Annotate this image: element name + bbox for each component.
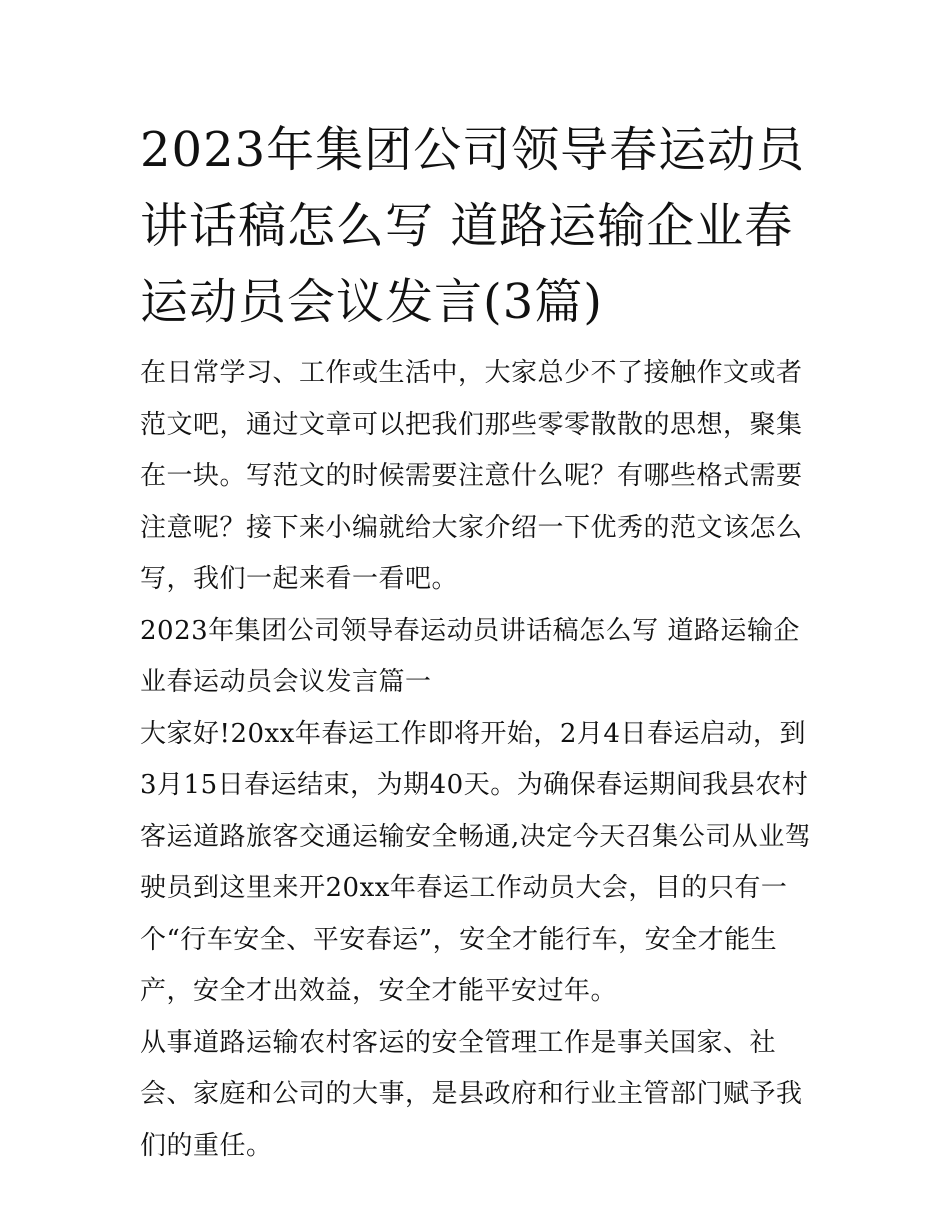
body-paragraph-2: 从事道路运输农村客运的安全管理工作是事关国家、社会、家庭和公司的大事，是县政府和行业主管部门赋予我们的重任。 bbox=[140, 1027, 803, 1161]
document-title: 2023年集团公司领导春运动员讲话稿怎么写 道路运输企业春运动员会议发言(3篇) bbox=[140, 122, 806, 330]
body-paragraph-1: 大家好!20xx年春运工作即将开始，2月4日春运启动，到3月15日春运结束，为期40天。为确保春运期间我县农村客运道路旅客交通运输安全畅通,决定今天召集公司从业驾驶员到这里来开20xx年春运工作动员大会，目的只有一个“行车安全、平安春运”，安全才能行车，安全才能生产，安全才出效益，安全才能平安过年。 bbox=[140, 718, 812, 1006]
section-title: 2023年集团公司领导春运动员讲话稿怎么写 道路运输企业春运动员会议发言篇一 bbox=[140, 615, 800, 697]
intro-paragraph: 在日常学习、工作或生活中，大家总少不了接触作文或者范文吧，通过文章可以把我们那些零零散散的思想，聚集在一块。写范文的时候需要注意什么呢？有哪些格式需要注意呢？接下来小编就给大家介绍一下优秀的范文该怎么写，我们一起来看一看吧。 bbox=[140, 358, 803, 594]
document-page bbox=[140, 112, 815, 1172]
